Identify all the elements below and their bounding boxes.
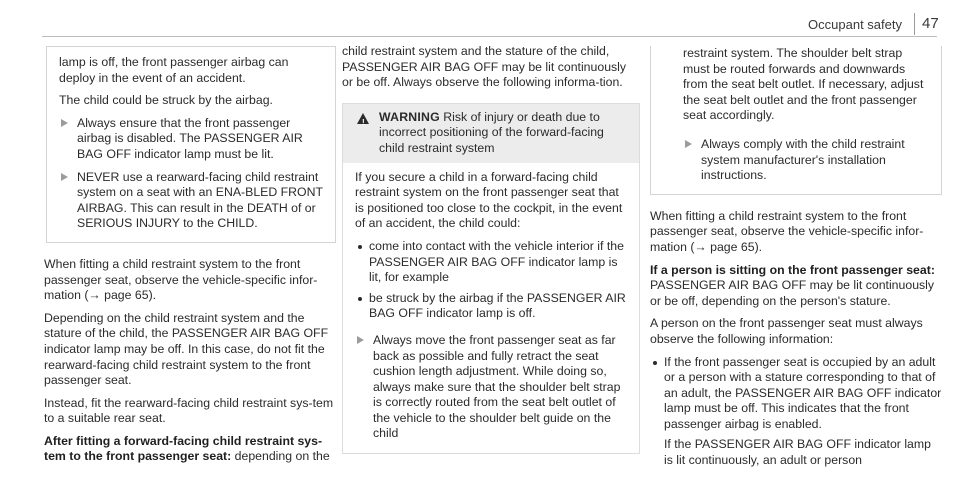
warning-box xyxy=(342,103,640,454)
paragraph xyxy=(44,434,336,465)
list-item-text: be struck by the airbag if the PASSENGER AIR BAG OFF indicator lamp is off. xyxy=(369,290,626,321)
action-text: NEVER use a rearward-facing child restraint system on a seat with an ENA-BLED FRONT AIRBAG. This can result in the DEATH of or SERIOUS INJURY to the CHILD. xyxy=(77,169,323,231)
warning-header xyxy=(343,104,639,163)
warning-headline: Risk of injury or death due to incorrect positioning of the forward-facing child restraint system xyxy=(379,109,604,155)
action-item xyxy=(683,137,929,184)
bullet-icon xyxy=(358,297,362,301)
header-separator xyxy=(914,13,915,35)
action-text: Always move the front passenger seat as far back as possible and fully retract the seat cushion length adjustment. While doing so, always make sure that the shoulder belt strap is correctly routed from the seat belt outlet of the vehicle to the shoulder belt guide on the child xyxy=(373,332,621,441)
column-2 xyxy=(342,44,640,454)
list-item-text: If the front passenger seat is occupied by an adult or a person with a stature corresponding to that of an adult, the PASSENGER AIR BAG OFF indicator lamp must be off. This indicates that the front passenger airbag is enabled. xyxy=(664,354,942,431)
paragraph-text: PASSENGER AIR BAG OFF may be lit continuously or be off, depending on the person's stature. xyxy=(650,278,935,308)
paragraph: Instead, fit the rearward-facing child restraint sys-tem to a suitable rear seat. xyxy=(44,395,334,426)
subheading: If a person is sitting on the front passenger seat: xyxy=(650,262,935,277)
arrow-right-icon xyxy=(357,336,364,344)
arrow-right-icon xyxy=(61,119,68,127)
warning-continuation-text: restraint system. The shoulder belt strap must be routed forwards and downwards from the seat belt outlet. If necessary, adjust the seat belt outlet and the front passenger seat accordingly. xyxy=(683,46,924,123)
paragraph-text: depending on the xyxy=(231,449,330,464)
warning-continuation-box xyxy=(650,46,942,195)
action-item xyxy=(355,333,629,442)
header-rule xyxy=(42,36,937,37)
subheading: After fitting a forward-facing child restraint sys-tem to the front passenger seat: xyxy=(44,433,323,464)
warning-triangle-icon: ! xyxy=(357,113,369,124)
warning-label: WARNING xyxy=(379,109,440,124)
page-number: 47 xyxy=(922,15,939,32)
warning-continuation-box xyxy=(46,46,336,243)
action-text: Always comply with the child restraint system manufacturer's installation instructions. xyxy=(701,136,905,183)
paragraph xyxy=(650,263,942,310)
paragraph: Depending on the child restraint system and the stature of the child, the PASSENGER AIR BAG OFF indicator lamp may be off. In this case, do not fit the rearward-facing child restraint system to the front passenger seat. xyxy=(44,310,329,388)
header-section-title: Occupant safety xyxy=(808,17,902,32)
list-item-text: If the PASSENGER AIR BAG OFF indicator lamp is lit continuously, an adult or person xyxy=(664,437,931,468)
paragraph: When fitting a child restraint system to the front passenger seat, observe the vehicle-specific infor-mation (→ page 65). xyxy=(44,256,318,303)
column-3 xyxy=(650,46,942,474)
paragraph: When fitting a child restraint system to the front passenger seat, observe the vehicle-specific infor-mation (→ page 65). xyxy=(650,208,924,254)
action-text: Always ensure that the front passenger airbag is disabled. The PASSENGER AIR BAG OFF indicator lamp must be lit. xyxy=(77,115,303,161)
list-item xyxy=(355,291,629,322)
list-item xyxy=(650,355,942,469)
column-1 xyxy=(44,46,336,472)
warning-text: The child could be struck by the airbag. xyxy=(59,93,273,108)
paragraph: A person on the front passenger seat must always observe the following information: xyxy=(650,316,923,346)
list-item xyxy=(355,239,629,286)
warning-body: If you secure a child in a forward-facing child restraint system on the front passenger seat that is positioned too close to the cockpit, in the event of an accident, the child could: xyxy=(355,169,623,231)
warning-intro-text: lamp is off, the front passenger airbag can deploy in the event of an accident. xyxy=(59,55,289,85)
action-item xyxy=(59,116,323,163)
bullet-icon xyxy=(358,245,362,249)
arrow-right-icon xyxy=(61,173,68,181)
arrow-right-icon xyxy=(685,140,692,148)
list-item-text: come into contact with the vehicle interior if the PASSENGER AIR BAG OFF indicator lamp is lit, for example xyxy=(369,238,624,285)
bullet-icon xyxy=(653,361,657,365)
paragraph: child restraint system and the stature of the child, PASSENGER AIR BAG OFF may be lit continuously or be off. Always observe the following informa-tion. xyxy=(342,44,627,90)
action-item xyxy=(59,170,323,232)
